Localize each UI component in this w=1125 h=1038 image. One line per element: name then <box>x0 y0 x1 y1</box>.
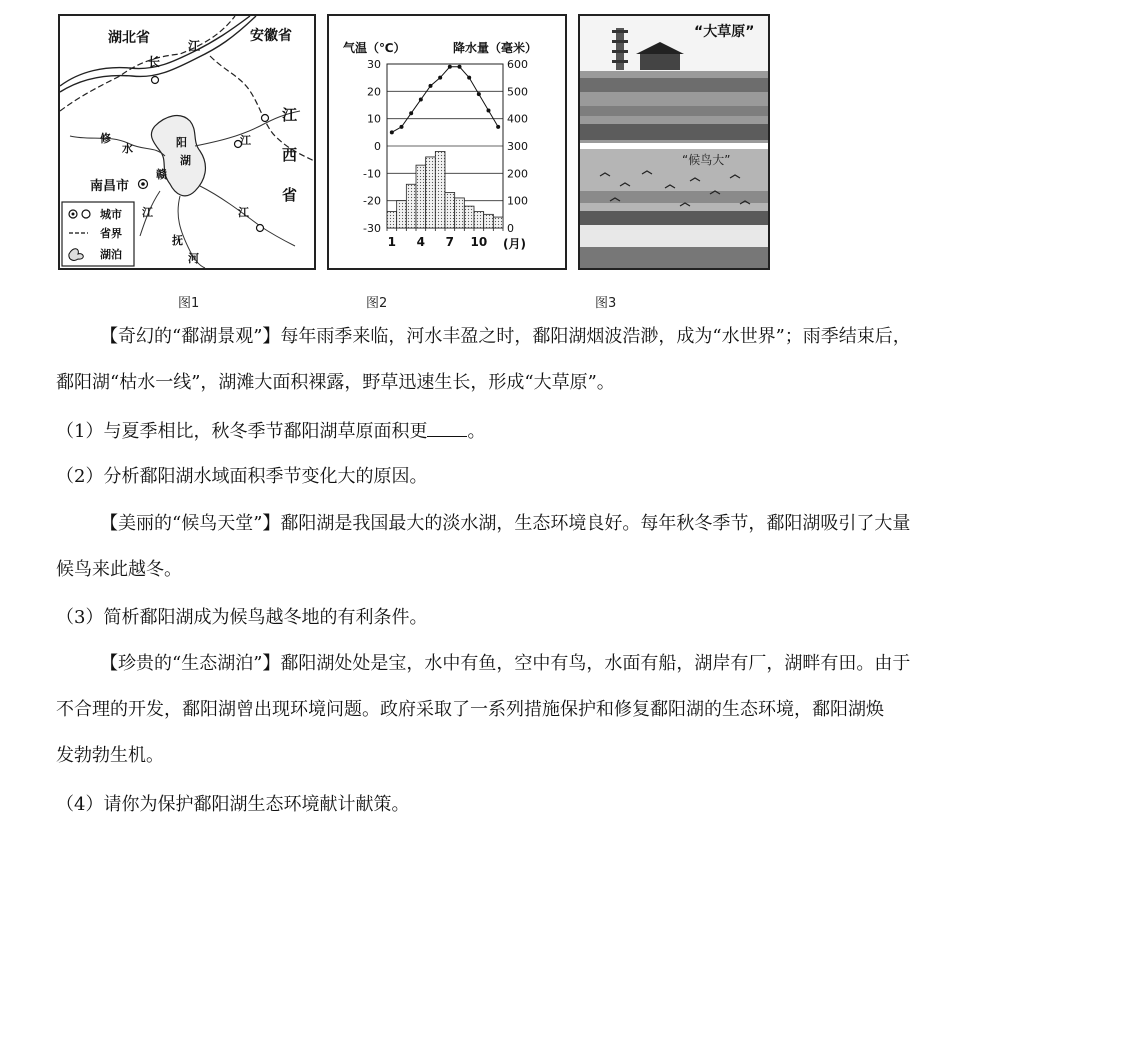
paragraph-landscape <box>56 314 1046 360</box>
paragraph-landscape-cont: 鄱阳湖“枯水一线”，湖滩大面积裸露，野草迅速生长，形成“大草原”。 <box>56 372 615 393</box>
temperature-point <box>400 125 404 129</box>
month-tick-label: 1 <box>387 235 397 249</box>
precip-bar <box>397 201 407 228</box>
x-unit-label: (月) <box>503 237 526 251</box>
precip-bar <box>435 151 445 228</box>
poyang-map <box>60 16 314 268</box>
temperature-point <box>477 92 481 96</box>
question-1 <box>56 418 485 445</box>
temp-tick-label: 30 <box>367 58 381 71</box>
map-figure <box>58 14 316 270</box>
precip-bar <box>484 214 494 228</box>
precip-tick-label: 300 <box>507 140 528 153</box>
month-tick-label: 4 <box>416 235 426 249</box>
temp-tick-label: -20 <box>363 194 381 208</box>
precip-bar <box>464 206 474 228</box>
precip-bar <box>416 165 426 228</box>
label-shui: 水 <box>122 142 133 155</box>
label-hubei: 湖北省 <box>108 30 150 46</box>
paragraph-ecology-cont: 不合理的开发，鄱阳湖曾出现环境问题。政府采取了一系列措施保护和修复鄱阳湖的生态环境，鄱阳湖焕 <box>56 699 884 720</box>
precip-bar <box>445 192 455 228</box>
temperature-point <box>448 65 452 69</box>
climate-chart <box>329 16 565 268</box>
precip-bar <box>406 184 416 228</box>
right-axis-title: 降水量（毫米） <box>453 41 538 55</box>
label-jiangxi-2: 西 <box>282 146 298 164</box>
precip-tick-label: 500 <box>507 85 528 99</box>
paragraph-landscape-line1: 【奇幻的“鄱湖景观”】每年雨季来临，河水丰盈之时，鄱阳湖烟波浩渺，成为“水世界”；雨季结束后， <box>100 326 911 347</box>
temp-tick-label: 10 <box>367 112 381 126</box>
climate-chart-figure <box>327 14 567 270</box>
month-tick-label: 7 <box>445 235 455 249</box>
label-jiang-4: 江 <box>240 134 251 147</box>
paragraph-ecology-end: 发勃勃生机。 <box>56 745 164 766</box>
precip-tick-label: 400 <box>507 112 528 126</box>
paragraph-birds-cont: 候鸟来此越冬。 <box>56 559 182 580</box>
grassland-photo <box>580 16 768 268</box>
caption-fig1: 图1 <box>178 296 200 311</box>
legend-border: 省界 <box>100 227 122 240</box>
label-jiang-3: 江 <box>238 206 249 219</box>
temp-tick-label: 0 <box>374 140 381 153</box>
paragraph-birds: 【美丽的“候鸟天堂”】鄱阳湖是我国最大的淡水湖，生态环境良好。每年秋冬季节，鄱阳湖吸引了大量 <box>100 513 911 534</box>
temperature-point <box>467 76 471 80</box>
precip-tick-label: 200 <box>507 167 528 181</box>
label-jiang: 江 <box>188 39 201 53</box>
photo-title: “大草原” <box>694 24 755 40</box>
label-jiangxi-1: 江 <box>282 106 298 124</box>
question-2: （2）分析鄱阳湖水域面积季节变化大的原因。 <box>56 466 428 487</box>
caption-fig3: 图3 <box>595 296 617 311</box>
label-gan: 赣 <box>156 168 167 181</box>
temp-tick-label: 20 <box>367 85 381 99</box>
photo-inner-text: “候鸟大” <box>682 153 731 167</box>
legend-city: 城市 <box>100 208 122 221</box>
question-3: （3）简析鄱阳湖成为候鸟越冬地的有利条件。 <box>56 607 428 628</box>
precip-bar <box>474 212 484 228</box>
temperature-point <box>419 98 423 102</box>
paragraph-ecology: 【珍贵的“生态湖泊”】鄱阳湖处处是宝，水中有鱼，空中有鸟，水面有船，湖岸有厂，湖畔有田。由于 <box>100 653 911 674</box>
temperature-line <box>392 67 498 133</box>
left-axis-title: 气温（℃） <box>343 41 406 55</box>
temperature-point <box>409 111 413 115</box>
question-4: （4）请你为保护鄱阳湖生态环境献计献策。 <box>56 794 410 815</box>
label-poyang-1: 阳 <box>176 136 187 149</box>
question-1-end: 。 <box>467 421 486 442</box>
precip-bar <box>455 198 465 228</box>
precip-tick-label: 600 <box>507 58 528 71</box>
temperature-point <box>496 125 500 129</box>
temperature-point <box>458 65 462 69</box>
label-anhui: 安徽省 <box>250 28 292 44</box>
photo-figure <box>578 14 770 270</box>
temperature-point <box>438 76 442 80</box>
answer-blank[interactable] <box>427 418 467 437</box>
temperature-point <box>429 84 433 88</box>
temp-tick-label: -10 <box>363 167 381 181</box>
question-1-text: （1）与夏季相比，秋冬季节鄱阳湖草原面积更 <box>56 421 428 442</box>
temp-tick-label: -30 <box>363 222 381 235</box>
label-chang: 长 <box>148 55 161 69</box>
precip-tick-label: 0 <box>507 222 514 235</box>
label-jiangxi-3: 省 <box>282 186 298 204</box>
month-tick-label: 10 <box>470 235 488 249</box>
precip-bar <box>426 157 436 228</box>
precip-bar <box>387 212 397 228</box>
label-poyang-2: 湖 <box>180 154 191 167</box>
label-nanchang: 南昌市 <box>90 179 130 194</box>
label-jiang-2: 江 <box>142 206 153 219</box>
precip-tick-label: 100 <box>507 194 528 208</box>
temperature-point <box>487 108 491 112</box>
caption-fig2: 图2 <box>366 296 388 311</box>
label-he: 河 <box>188 252 199 265</box>
precip-bar <box>493 217 503 228</box>
temperature-point <box>390 130 394 134</box>
label-xiu: 修 <box>100 132 111 145</box>
label-fu: 抚 <box>172 234 183 247</box>
legend-lake: 湖泊 <box>100 248 122 261</box>
